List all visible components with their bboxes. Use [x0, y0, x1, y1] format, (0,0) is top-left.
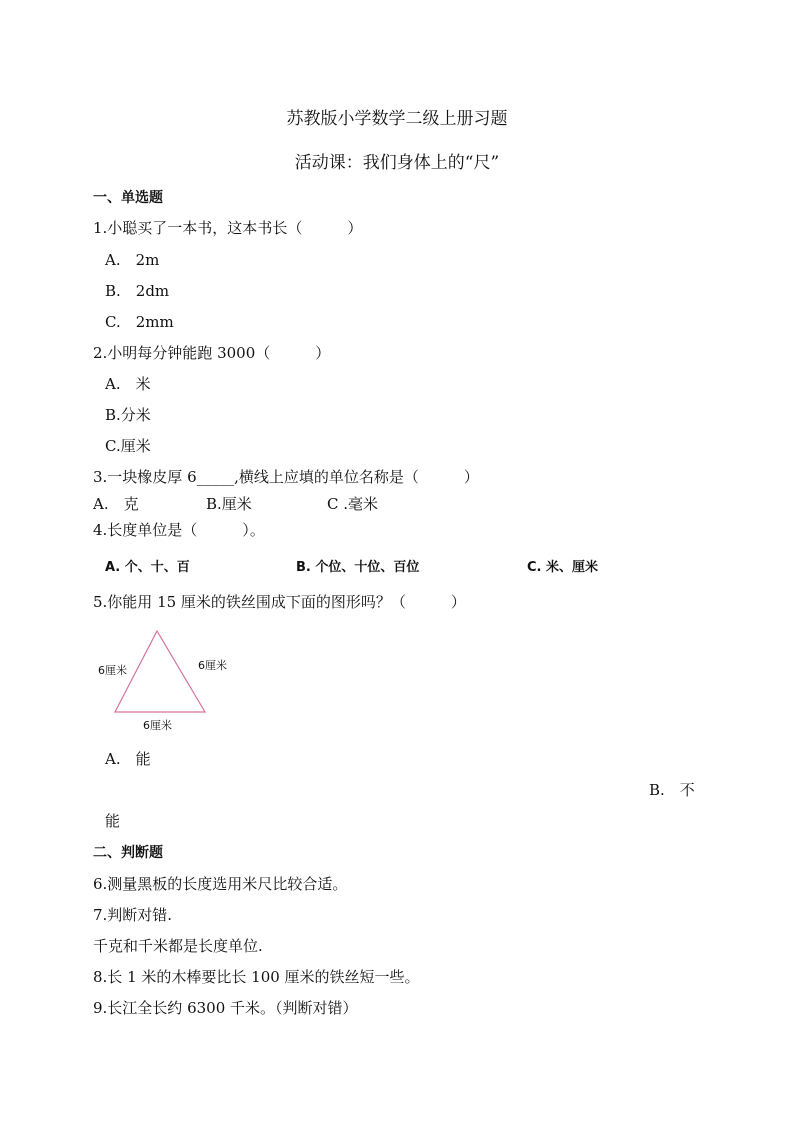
q2-option-b: B.分米 — [105, 406, 151, 424]
question-4: 4.长度单位是（ ）。 — [93, 521, 265, 539]
triangle-left-side-label: 6厘米 — [98, 664, 127, 677]
question-7: 7.判断对错. — [93, 906, 173, 924]
q4-option-a: A. 个、十、百 — [105, 560, 190, 575]
q3-option-c: C .毫米 — [327, 495, 379, 513]
q1-option-c: C. 2mm — [105, 313, 174, 331]
question-7-statement: 千克和千米都是长度单位. — [93, 937, 263, 955]
q3-option-a: A. 克 — [93, 495, 139, 513]
q2-option-a: A. 米 — [105, 375, 151, 393]
section-heading-single-choice: 一、单选题 — [93, 190, 163, 206]
q5-option-b-continued: 能 — [105, 812, 121, 830]
page-subtitle: 活动课：我们身体上的“尺” — [294, 153, 500, 173]
q4-option-c: C. 米、厘米 — [527, 560, 599, 575]
q5-option-a: A. 能 — [105, 750, 151, 768]
question-2: 2.小明每分钟能跑 3000（ ） — [93, 344, 331, 362]
q3-option-b: B.厘米 — [206, 495, 252, 513]
triangle-bottom-side-label: 6厘米 — [143, 719, 172, 732]
q2-option-c: C.厘米 — [105, 437, 151, 455]
question-5: 5.你能用 15 厘米的铁丝围成下面的图形吗？（ ） — [93, 593, 466, 611]
question-9: 9.长江全长约 6300 千米。（判断对错） — [93, 999, 358, 1017]
question-8: 8.长 1 米的木棒要比长 100 厘米的铁丝短一些。 — [93, 968, 420, 986]
question-6: 6.测量黑板的长度选用米尺比较合适。 — [93, 875, 348, 893]
q5-option-b: B. 不 — [649, 781, 695, 799]
triangle-right-side-label: 6厘米 — [198, 659, 227, 672]
q1-option-a: A. 2m — [105, 251, 160, 269]
q4-option-b: B. 个位、十位、百位 — [296, 560, 420, 575]
triangle-shape — [115, 631, 205, 712]
question-1: 1.小聪买了一本书，这本书长（ ） — [93, 219, 363, 237]
section-heading-true-false: 二、判断题 — [93, 845, 163, 861]
page-title: 苏教版小学数学二级上册习题 — [286, 109, 508, 129]
q1-option-b: B. 2dm — [105, 282, 170, 300]
question-3: 3.一块橡皮厚 6_____,横线上应填的单位名称是（ ） — [93, 468, 479, 486]
